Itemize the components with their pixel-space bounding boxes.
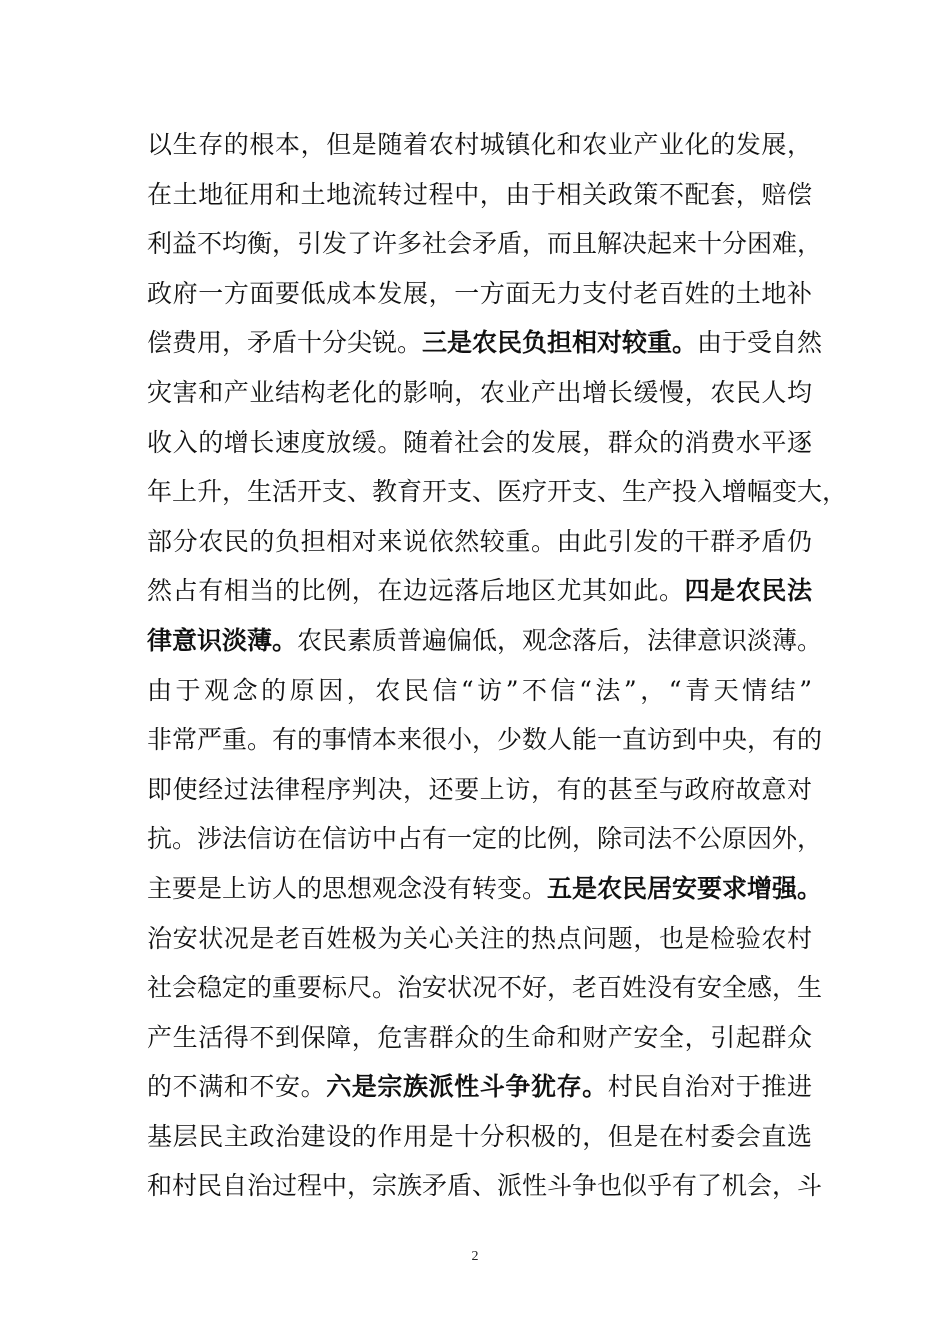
text-line — [147, 269, 812, 319]
text-run: 以生存的根本，但是随着农村城镇化和农业产业化的发展， — [147, 130, 812, 159]
text-line — [147, 814, 823, 864]
text-line — [147, 170, 812, 220]
bold-heading-run: 四是农民法 — [684, 576, 812, 606]
text-run: 由于受自然 — [697, 328, 823, 358]
text-line — [147, 963, 823, 1013]
text-line — [147, 219, 823, 269]
text-run: 村民自治对于推进 — [607, 1072, 812, 1102]
bold-heading-run: 三是农民负担相对较重。 — [422, 328, 698, 358]
text-line — [147, 120, 812, 170]
text-run: 抗。涉法信访在信访中占有一定的比例，除司法不公原因外， — [147, 824, 823, 854]
text-line — [147, 318, 823, 368]
text-run: 年上升，生活开支、教育开支、医疗开支、生产投入增幅变大， — [147, 477, 848, 507]
text-run: 灾害和产业结构老化的影响，农业产出增长缓慢，农民人均 — [147, 377, 812, 407]
text-run: 基层民主政治建设的作用是十分积极的，但是在村委会直选 — [147, 1121, 812, 1151]
text-line — [147, 1062, 812, 1112]
text-run: 产生活得不到保障，危害群众的生命和财产安全，引起群众 — [147, 1022, 812, 1052]
text-run: 由于观念的原因，农民信“访”不信“法”，“青天情结” — [147, 675, 812, 705]
text-line — [147, 715, 823, 765]
text-line — [147, 566, 812, 616]
text-line — [147, 765, 812, 815]
text-run: 收入的增长速度放缓。随着社会的发展，群众的消费水平逐 — [147, 427, 812, 457]
text-run: 然占有相当的比例，在边远落后地区尤其如此。 — [147, 576, 685, 606]
text-line — [147, 467, 848, 517]
text-line — [147, 914, 812, 964]
text-run: 利益不均衡，引发了许多社会矛盾，而且解决起来十分困难， — [147, 229, 823, 259]
text-line — [147, 1112, 812, 1162]
body-text — [147, 120, 848, 1211]
text-run: 治安状况是老百姓极为关心关注的热点问题，也是检验农村 — [147, 923, 812, 953]
text-run: 政府一方面要低成本发展，一方面无力支付老百姓的土地补 — [147, 278, 812, 308]
text-run: 主要是上访人的思想观念没有转变。 — [147, 873, 548, 903]
text-run: 部分农民的负担相对来说依然较重。由此引发的干群矛盾仍 — [147, 526, 812, 556]
text-line — [147, 368, 812, 418]
text-line — [147, 517, 812, 567]
text-run: 农民素质普遍偏低，观念落后，法律意识淡薄。 — [297, 625, 823, 655]
text-line — [147, 1161, 823, 1211]
text-run: 在土地征用和土地流转过程中，由于相关政策不配套，赔偿 — [147, 179, 812, 209]
text-run: 偿费用，矛盾十分尖锐。 — [147, 328, 423, 358]
text-run: 社会稳定的重要标尺。治安状况不好，老百姓没有安全感，生 — [147, 973, 823, 1003]
bold-heading-run: 六是宗族派性斗争犹存。 — [326, 1072, 608, 1102]
text-line — [147, 418, 812, 468]
text-run: 的不满和不安。 — [147, 1072, 327, 1102]
text-line — [147, 1013, 812, 1063]
text-line — [147, 666, 812, 716]
bold-heading-run: 律意识淡薄。 — [147, 625, 298, 655]
text-run: 非常严重。有的事情本来很小，少数人能一直访到中央，有的 — [147, 725, 823, 755]
text-line — [147, 864, 823, 914]
text-line — [147, 616, 823, 666]
page-number: 2 — [471, 1249, 479, 1264]
text-run: 和村民自治过程中，宗族矛盾、派性斗争也似乎有了机会，斗 — [147, 1171, 823, 1201]
bold-heading-run: 五是农民居安要求增强。 — [547, 873, 823, 903]
text-run: 即使经过法律程序判决，还要上访，有的甚至与政府故意对 — [147, 774, 812, 804]
